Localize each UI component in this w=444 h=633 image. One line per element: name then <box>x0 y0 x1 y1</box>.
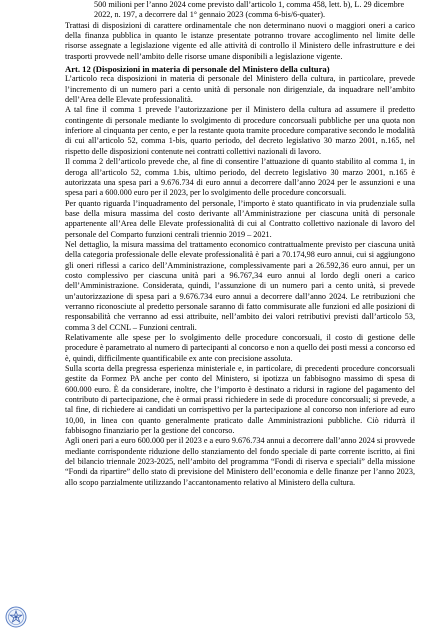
republic-emblem-seal-icon <box>5 606 27 628</box>
body-paragraph: L’articolo reca disposizioni in materia di personale del Ministero della cultura, in particolare, prevede l’incremento di un numero pari a cento unità di personale non dirigenziale, da inquadrare nell’ambito dell’Area delle Elevate professionalità. <box>65 74 415 105</box>
body-paragraph: Agli oneri pari a euro 600.000 per il 2023 e a euro 9.676.734 annui a decorrere dall’anno 2024 si provvede mediante corrispondente riduzione dello stanziamento del fondo speciale di parte corrente iscritto, ai fini del bilancio triennale 2023-2025, nell’ambito del programma “Fondi di riserva e speciali” della missione “Fondi da ripartire” dello stato di previsione del Ministero dell’economia e delle finanze per l’anno 2023, allo scopo parzialmente utilizzando l’accantonamento relativo al Ministero della cultura. <box>65 436 415 487</box>
section-heading: Art. 12 (Disposizioni in materia di personale del Ministero della cultura) <box>65 64 330 75</box>
intro-line-2: 2022, n. 197, a decorrere dal 1° gennaio 2023 (comma 6-bis/6-quater). <box>94 10 326 20</box>
body-paragraph: Sulla scorta della pregressa esperienza ministeriale e, in particolare, di precedenti procedure concorsuali gestite da Formez PA anche per conto del Ministero, si ipotizza un fabbisogno massimo di spesa di 600.000 euro. È da considerare, inoltre, che l’importo è destinato a ridursi in ragione del pagamento del contributo di partecipazione, che è ormai prassi richiedere in sede di procedure concorsuali; si prevede, a tal fine, di richiedere ai candidati un corrispettivo per la partecipazione al concorso non inferiore ad euro 10,00, in linea con quanto generalmente praticato dalle Amministrazioni pubbliche. Ciò ridurrà il fabbisogno finanziario per la gestione del concorso. <box>65 364 415 436</box>
body-paragraph: Relativamente alle spese per lo svolgimento delle procedure concorsuali, il costo di gestione delle procedure è parametrato al numero di partecipanti al concorso e non a quello dei posti messi a concorso ed è, quindi, difficilmente quantificabile ex ante con precisione assoluta. <box>65 333 415 363</box>
document-page <box>65 0 415 488</box>
intro-paragraph: Trattasi di disposizioni di carattere ordinamentale che non determinano nuovi o maggiori oneri a carico della finanza pubblica in quanto le istanze presentate potranno trovare accoglimento nel limite delle risorse assegnate a legislazione vigente ed alle attività di controllo il Ministero delle infrastrutture e dei trasporti provvede nell’ambito delle risorse umane disponibili a legislazione vigente. <box>65 20 415 61</box>
body-paragraph: Il comma 2 dell’articolo prevede che, al fine di consentire l’attuazione di quanto stabilito al comma 1, in deroga all’articolo 52, comma 1.bis, ultimo periodo, del decreto legislativo 30 marzo 2001, n.165 è autorizzata una spesa pari a 9.676.734 di euro annui a decorrere dall’anno 2024 per le assunzioni e una spesa pari a 600.000 euro per il 2023, per lo svolgimento delle procedure concorsuali. <box>65 157 415 198</box>
body-paragraph: A tal fine il comma 1 prevede l’autorizzazione per il Ministero della cultura ad assumere il predetto contingente di personale mediante lo svolgimento di procedure concorsuali pubbliche per una quota non inferiore al cinquanta per cento, e per la restante quota tramite procedure comparative secondo le modalità di cui all’articolo 52, comma 1-bis, quarto periodo, del decreto legislativo 30 marzo 2001, n.165, nel rispetto delle disposizioni contenute nei contratti collettivi nazionali di lavoro. <box>65 105 415 156</box>
body-paragraph: Per quanto riguarda l’inquadramento del personale, l’importo è stato quantificato in via prudenziale sulla base della misura massima del costo derivante all’Amministrazione per ciascuna unità di personale appartenente all’Area delle Elevate professionalità di cui al Contratto collettivo nazionale di lavoro del personale del Comparto funzioni centrali triennio 2019 – 2021. <box>65 198 415 239</box>
intro-line-1: 500 milioni per l’anno 2024 come previsto dall’articolo 1, comma 458, lett. b), L. 29 dicembre <box>94 0 405 9</box>
body-paragraph: Nel dettaglio, la misura massima del trattamento economico contrattualmente previsto per ciascuna unità della categoria professionale delle elevate professionalità è pari a 70.174,98 euro annui, cui si aggiungono gli oneri riflessi a carico dell’Amministrazione, complessivamente pari a 26.592,36 euro annui, per un costo complessivo per ciascuna unità pari a 96.767,34 euro annui al lordo degli oneri a carico dell’Amministrazione. Considerata, quindi, l’assunzione di un numero pari a cento unità, si prevede un’autorizzazione di spesa pari a 9.676.734 euro annui a decorrere dall’anno 2024. Le retribuzioni che verranno riconosciute al predetto personale saranno di fatto commisurate alle funzioni ed alle posizioni di responsabilità che verranno ad essi attribuite, nell’ambito dei valori retributivi previsti dall’articolo 53, comma 3 del CCNL – Funzioni centrali. <box>65 239 415 332</box>
